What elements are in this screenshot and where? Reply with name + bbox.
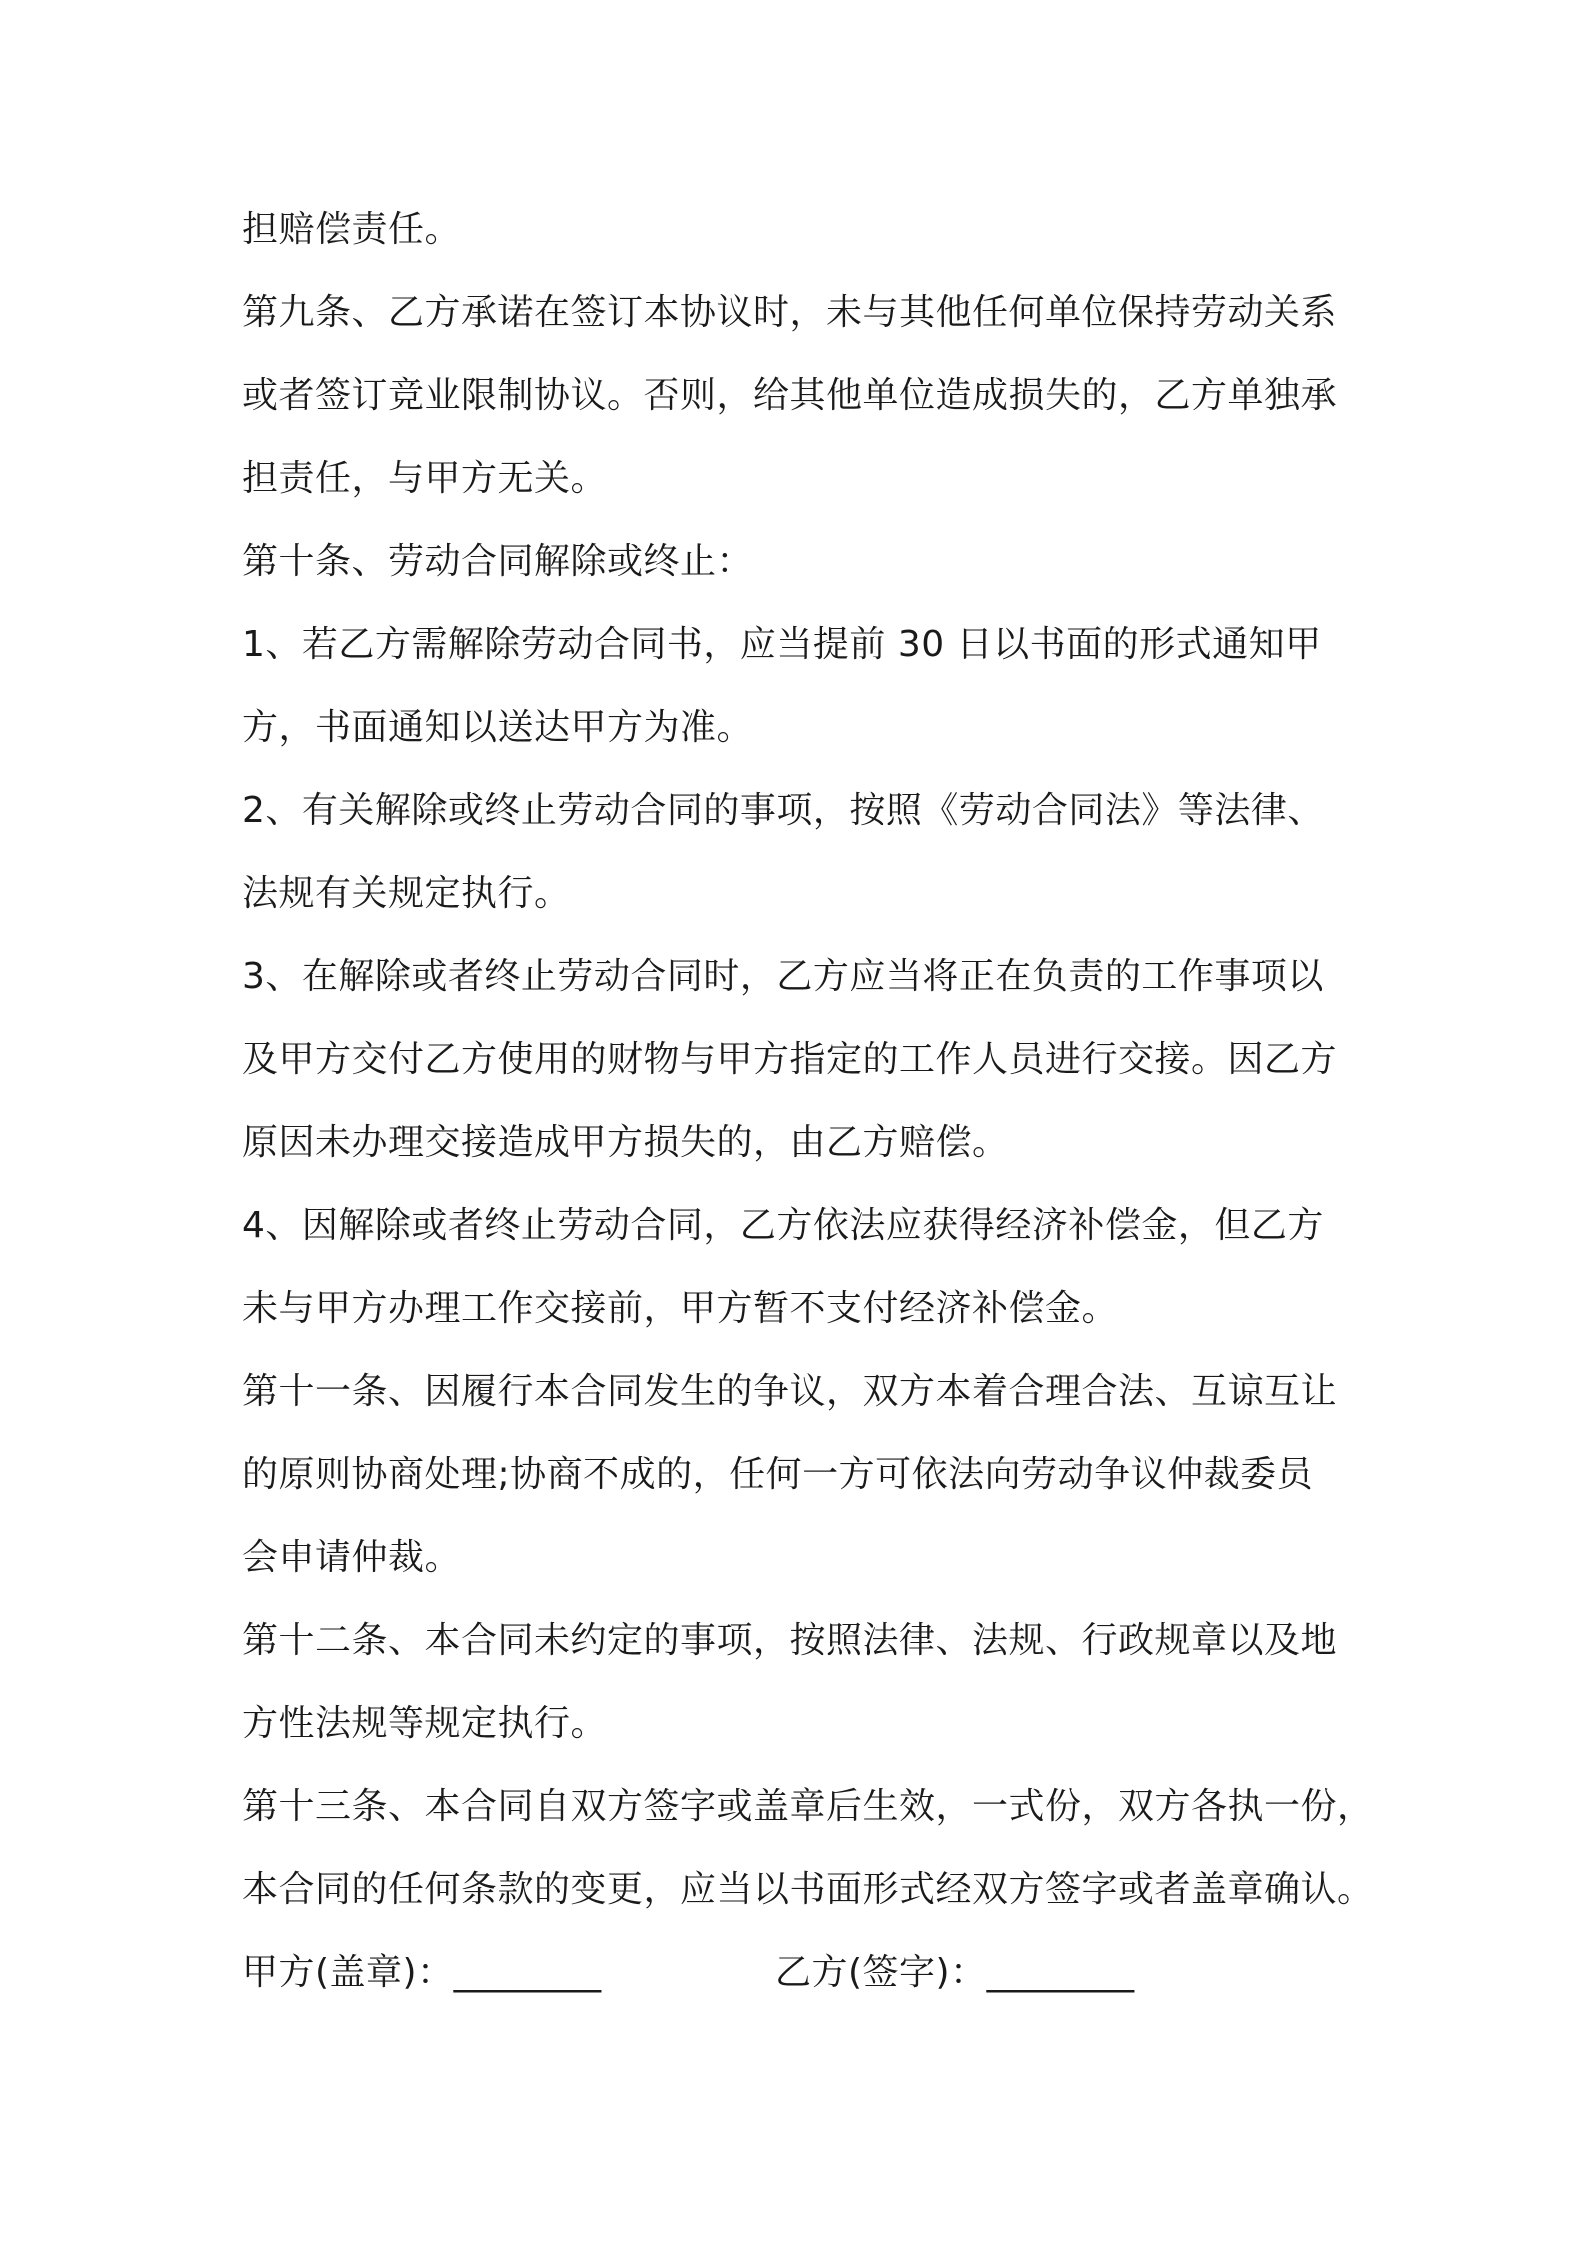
signature-row <box>242 1943 1372 2003</box>
text-line: 2、有关解除或终止劳动合同的事项，按照《劳动合同法》等法律、 <box>242 790 1324 831</box>
text-line: 第九条、乙方承诺在签订本协议时，未与其他任何单位保持劳动关系 <box>242 292 1338 333</box>
text-line: 本合同的任何条款的变更，应当以书面形式经双方签字或者盖章确认。 <box>242 1869 1374 1910</box>
text-line: 原因未办理交接造成甲方损失的，由乙方赔偿。 <box>242 1122 1009 1163</box>
text-line: 法规有关规定执行。 <box>242 873 571 914</box>
party-b-signature: 乙方(签字)：________ <box>775 1952 1135 1993</box>
text-line: 方，书面通知以送达甲方为准。 <box>242 707 754 748</box>
text-line: 担赔偿责任。 <box>242 209 462 250</box>
text-line: 方性法规等规定执行。 <box>242 1703 608 1744</box>
text-line: 第十二条、本合同未约定的事项，按照法律、法规、行政规章以及地 <box>242 1620 1338 1661</box>
text-line: 1、若乙方需解除劳动合同书，应当提前 30 日以书面的形式通知甲 <box>242 624 1322 665</box>
text-line: 第十一条、因履行本合同发生的争议，双方本着合理合法、互谅互让 <box>242 1371 1338 1412</box>
text-line: 4、因解除或者终止劳动合同，乙方依法应获得经济补偿金，但乙方 <box>242 1205 1324 1246</box>
text-line: 3、在解除或者终止劳动合同时，乙方应当将正在负责的工作事项以 <box>242 956 1324 997</box>
text-line: 会申请仲裁。 <box>242 1537 462 1578</box>
text-line: 第十三条、本合同自双方签字或盖章后生效，一式份，双方各执一份， <box>242 1786 1374 1827</box>
party-a-signature: 甲方(盖章)：________ <box>242 1952 602 1993</box>
article-heading: 第十条、劳动合同解除或终止： <box>242 541 754 582</box>
text-line: 的原则协商处理;协商不成的，任何一方可依法向劳动争议仲裁委员 <box>242 1454 1314 1495</box>
text-line: 担责任，与甲方无关。 <box>242 458 608 499</box>
text-line: 未与甲方办理工作交接前，甲方暂不支付经济补偿金。 <box>242 1288 1119 1329</box>
text-line: 及甲方交付乙方使用的财物与甲方指定的工作人员进行交接。因乙方 <box>242 1039 1338 1080</box>
text-line: 或者签订竞业限制协议。否则，给其他单位造成损失的，乙方单独承 <box>242 375 1338 416</box>
